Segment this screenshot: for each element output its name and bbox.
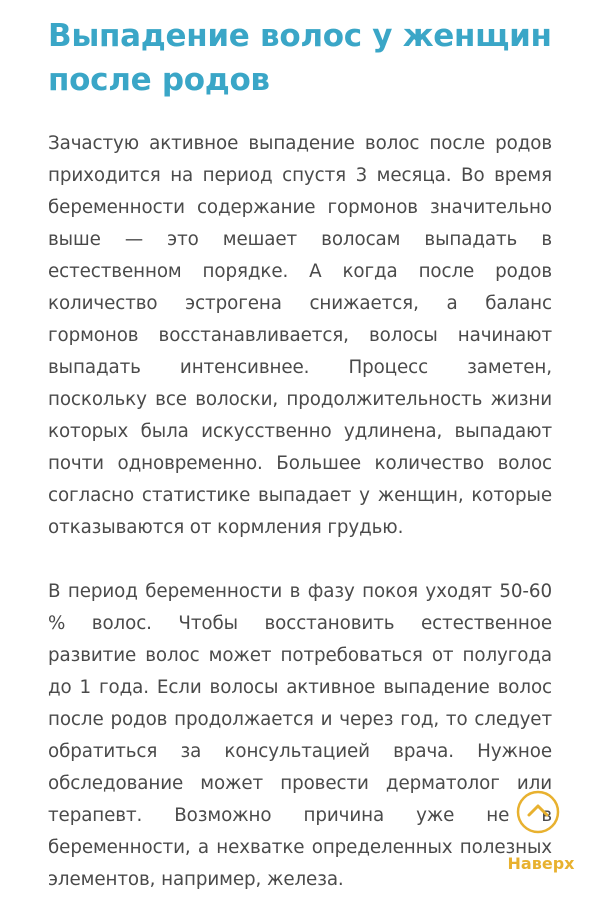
article-paragraph: В период беременности в фазу покоя уходят 50-60 % волос. Чтобы восстановить естественное развитие волос может потребоваться от полугода до 1 года. Если волосы активное выпадение волос после родов продолжается и через год, то следует обратиться за консультацией врача. Нужное обследование может провести дерматолог или терапевт. Возможно причина уже не в беременности, а нехватке определенных полезных элементов, например, железа. — [48, 581, 552, 890]
article-title: Выпадение волос у женщин после родов — [48, 18, 552, 98]
back-to-top-button[interactable] — [500, 790, 580, 880]
chevron-up-circle-icon — [516, 790, 560, 834]
article-paragraph: Зачастую активное выпадение волос после родов приходится на период спустя 3 месяца. Во время беременности содержание гормонов значительно выше — это мешает волосам выпадать в естественном порядке. А когда после родов количество эстрогена снижается, а баланс гормонов восстанавливается, волосы начинают выпадать интенсивнее. Процесс заметен, поскольку все волоски, продолжительность жизни которых была искусственно удлинена, выпадают почти одновременно. Большее количество волос согласно статистике выпадает у женщин, которые отказываются от кормления грудью. — [48, 133, 552, 538]
back-to-top-label: Наверх — [507, 854, 575, 873]
